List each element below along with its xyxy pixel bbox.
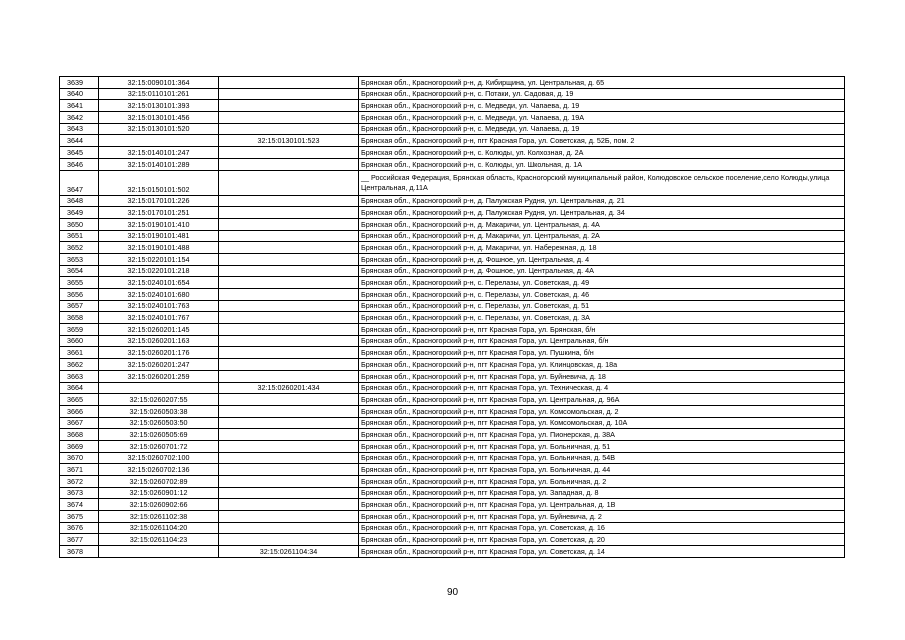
row-number-cell: 3643 (60, 123, 99, 135)
cadastral-number-cell: 32:15:0260201:163 (99, 335, 219, 347)
address-cell: Брянская обл., Красногорский р-н, пгт Красная Гора, ул. Центральная, д. 1В (359, 499, 845, 511)
table-row (60, 300, 845, 312)
address-cell: Брянская обл., Красногорский р-н, с. Колюды, ул. Колхозная, д. 2А (359, 147, 845, 159)
cadastral-number-cell: 32:15:0260702:89 (99, 476, 219, 488)
cadastral-number-extra-cell (219, 405, 359, 417)
address-cell: Брянская обл., Красногорский р-н, пгт Красная Гора, ул. Комсомольская, д. 10А (359, 417, 845, 429)
table-row (60, 359, 845, 371)
row-number-cell: 3673 (60, 487, 99, 499)
row-number-cell: 3672 (60, 476, 99, 488)
address-cell: Брянская обл., Красногорский р-н, с. Потаки, ул. Садовая, д. 19 (359, 88, 845, 100)
cadastral-number-extra-cell (219, 207, 359, 219)
cadastral-number-cell: 32:15:0260207:55 (99, 394, 219, 406)
row-number-cell: 3669 (60, 440, 99, 452)
row-number-cell: 3652 (60, 242, 99, 254)
cadastral-number-cell: 32:15:0260702:136 (99, 464, 219, 476)
row-number-cell: 3640 (60, 88, 99, 100)
table-row (60, 546, 845, 558)
table-row (60, 100, 845, 112)
cadastral-number-extra-cell (219, 476, 359, 488)
table-row (60, 511, 845, 523)
row-number-cell: 3677 (60, 534, 99, 546)
row-number-cell: 3671 (60, 464, 99, 476)
cadastral-number-cell: 32:15:0220101:154 (99, 253, 219, 265)
cadastral-number-cell: 32:15:0260201:145 (99, 324, 219, 336)
row-number-cell: 3668 (60, 429, 99, 441)
cadastral-number-extra-cell (219, 289, 359, 301)
address-cell: Брянская обл., Красногорский р-н, д. Фошное, ул. Центральная, д. 4А (359, 265, 845, 277)
cadastral-number-cell: 32:15:0261104:20 (99, 522, 219, 534)
table-row (60, 324, 845, 336)
table-row (60, 499, 845, 511)
row-number-cell: 3654 (60, 265, 99, 277)
cadastral-number-extra-cell (219, 312, 359, 324)
row-number-cell: 3658 (60, 312, 99, 324)
table-row (60, 265, 845, 277)
table-row (60, 170, 845, 195)
address-cell: Брянская обл., Красногорский р-н, с. Перелазы, ул. Советская, д. 46 (359, 289, 845, 301)
cadastral-number-extra-cell (219, 112, 359, 124)
table-row (60, 277, 845, 289)
address-cell: Брянская обл., Красногорский р-н, д. Макаричи, ул. Набережная, д. 18 (359, 242, 845, 254)
cadastral-number-extra-cell (219, 324, 359, 336)
cadastral-number-extra-cell (219, 123, 359, 135)
address-cell: Брянская обл., Красногорский р-н, д. Макаричи, ул. Центральная, д. 4А (359, 218, 845, 230)
cadastral-number-extra-cell (219, 218, 359, 230)
row-number-cell: 3662 (60, 359, 99, 371)
cadastral-number-cell: 32:15:0130101:456 (99, 112, 219, 124)
address-cell: __ Российская Федерация, Брянская область, Красногорский муниципальный район, Колюдовское сельское поселение,село Колюды,улица Центральная, д.11А (359, 170, 845, 195)
address-cell: Брянская обл., Красногорский р-н, с. Колюды, ул. Школьная, д. 1А (359, 158, 845, 170)
row-number-cell: 3656 (60, 289, 99, 301)
address-cell: Брянская обл., Красногорский р-н, пгт Красная Гора, ул. Комсомольская, д. 2 (359, 405, 845, 417)
address-cell: Брянская обл., Красногорский р-н, пгт Красная Гора, ул. Советская, д. 14 (359, 546, 845, 558)
row-number-cell: 3653 (60, 253, 99, 265)
row-number-cell: 3661 (60, 347, 99, 359)
row-number-cell: 3678 (60, 546, 99, 558)
cadastral-number-extra-cell (219, 511, 359, 523)
cadastral-number-cell: 32:15:0140101:289 (99, 158, 219, 170)
cadastral-number-extra-cell (219, 440, 359, 452)
table-row (60, 312, 845, 324)
cadastral-number-cell: 32:15:0261104:23 (99, 534, 219, 546)
table-row (60, 382, 845, 394)
address-cell: Брянская обл., Красногорский р-н, пгт Красная Гора, ул. Больничная, д. 54В (359, 452, 845, 464)
address-cell: Брянская обл., Красногорский р-н, пгт Красная Гора, ул. Техническая, д. 4 (359, 382, 845, 394)
address-cell: Брянская обл., Красногорский р-н, с. Медведи, ул. Чапаева, д. 19 (359, 123, 845, 135)
address-cell: Брянская обл., Красногорский р-н, пгт Красная Гора, ул. Западная, д. 8 (359, 487, 845, 499)
cadastral-number-extra-cell (219, 300, 359, 312)
table-row (60, 88, 845, 100)
address-cell: Брянская обл., Красногорский р-н, пгт Красная Гора, ул. Советская, д. 52Б, пом. 2 (359, 135, 845, 147)
row-number-cell: 3649 (60, 207, 99, 219)
row-number-cell: 3659 (60, 324, 99, 336)
cadastral-number-extra-cell (219, 429, 359, 441)
cadastral-number-extra-cell (219, 253, 359, 265)
cadastral-number-cell: 32:15:0260503:38 (99, 405, 219, 417)
cadastral-number-cell: 32:15:0190101:410 (99, 218, 219, 230)
row-number-cell: 3675 (60, 511, 99, 523)
row-number-cell: 3667 (60, 417, 99, 429)
cadastral-number-extra-cell (219, 522, 359, 534)
table-row (60, 347, 845, 359)
table-row (60, 289, 845, 301)
cadastral-number-cell: 32:15:0260901:12 (99, 487, 219, 499)
address-cell: Брянская обл., Красногорский р-н, д. Кибирщина, ул. Центральная, д. 65 (359, 77, 845, 89)
row-number-cell: 3651 (60, 230, 99, 242)
row-number-cell: 3664 (60, 382, 99, 394)
register-table-body (60, 77, 845, 558)
table-row (60, 440, 845, 452)
table-row (60, 394, 845, 406)
table-row (60, 429, 845, 441)
row-number-cell: 3642 (60, 112, 99, 124)
row-number-cell: 3648 (60, 195, 99, 207)
address-cell: Брянская обл., Красногорский р-н, пгт Красная Гора, ул. Советская, д. 20 (359, 534, 845, 546)
cadastral-number-extra-cell: 32:15:0260201:434 (219, 382, 359, 394)
row-number-cell: 3655 (60, 277, 99, 289)
address-cell: Брянская обл., Красногорский р-н, пгт Красная Гора, ул. Буйневича, д. 18 (359, 370, 845, 382)
table-row (60, 112, 845, 124)
table-row (60, 230, 845, 242)
table-row (60, 464, 845, 476)
cadastral-number-extra-cell (219, 158, 359, 170)
row-number-cell: 3644 (60, 135, 99, 147)
cadastral-number-extra-cell (219, 170, 359, 195)
cadastral-number-extra-cell: 32:15:0130101:523 (219, 135, 359, 147)
address-cell: Брянская обл., Красногорский р-н, д. Фошное, ул. Центральная, д. 4 (359, 253, 845, 265)
cadastral-number-cell: 32:15:0130101:520 (99, 123, 219, 135)
cadastral-number-cell: 32:15:0260201:176 (99, 347, 219, 359)
table-row (60, 253, 845, 265)
cadastral-number-extra-cell (219, 277, 359, 289)
cadastral-number-cell: 32:15:0260201:259 (99, 370, 219, 382)
cadastral-number-cell: 32:15:0090101:364 (99, 77, 219, 89)
property-register-table (59, 76, 845, 558)
address-cell: Брянская обл., Красногорский р-н, пгт Красная Гора, ул. Больничная, д. 51 (359, 440, 845, 452)
table-row (60, 534, 845, 546)
address-cell: Брянская обл., Красногорский р-н, с. Перелазы, ул. Советская, д. 49 (359, 277, 845, 289)
cadastral-number-extra-cell (219, 335, 359, 347)
cadastral-number-cell: 32:15:0140101:247 (99, 147, 219, 159)
cadastral-number-cell: 32:15:0261102:38 (99, 511, 219, 523)
cadastral-number-extra-cell (219, 487, 359, 499)
row-number-cell: 3646 (60, 158, 99, 170)
address-cell: Брянская обл., Красногорский р-н, пгт Красная Гора, ул. Буйневича, д. 2 (359, 511, 845, 523)
cadastral-number-cell: 32:15:0240101:767 (99, 312, 219, 324)
address-cell: Брянская обл., Красногорский р-н, пгт Красная Гора, ул. Брянская, б/н (359, 324, 845, 336)
table-row (60, 207, 845, 219)
table-row (60, 123, 845, 135)
table-row (60, 218, 845, 230)
cadastral-number-extra-cell (219, 77, 359, 89)
address-cell: Брянская обл., Красногорский р-н, д. Палужская Рудня, ул. Центральная, д. 34 (359, 207, 845, 219)
row-number-cell: 3660 (60, 335, 99, 347)
address-cell: Брянская обл., Красногорский р-н, пгт Красная Гора, ул. Центральная, б/н (359, 335, 845, 347)
row-number-cell: 3639 (60, 77, 99, 89)
table-row (60, 335, 845, 347)
address-cell: Брянская обл., Красногорский р-н, с. Медведи, ул. Чапаева, д. 19А (359, 112, 845, 124)
row-number-cell: 3641 (60, 100, 99, 112)
row-number-cell: 3666 (60, 405, 99, 417)
cadastral-number-extra-cell (219, 394, 359, 406)
cadastral-number-extra-cell (219, 195, 359, 207)
table-row (60, 370, 845, 382)
row-number-cell: 3676 (60, 522, 99, 534)
row-number-cell: 3663 (60, 370, 99, 382)
address-cell: Брянская обл., Красногорский р-н, д. Палужская Рудня, ул. Центральная, д. 21 (359, 195, 845, 207)
cadastral-number-cell: 32:15:0260702:100 (99, 452, 219, 464)
row-number-cell: 3645 (60, 147, 99, 159)
address-cell: Брянская обл., Красногорский р-н, д. Макаричи, ул. Центральная, д. 2А (359, 230, 845, 242)
cadastral-number-extra-cell (219, 147, 359, 159)
cadastral-number-cell (99, 135, 219, 147)
cadastral-number-extra-cell: 32:15:0261104:34 (219, 546, 359, 558)
address-cell: Брянская обл., Красногорский р-н, пгт Красная Гора, ул. Пушкина, б/н (359, 347, 845, 359)
cadastral-number-extra-cell (219, 464, 359, 476)
cadastral-number-extra-cell (219, 242, 359, 254)
row-number-cell: 3657 (60, 300, 99, 312)
cadastral-number-cell: 32:15:0130101:393 (99, 100, 219, 112)
row-number-cell: 3674 (60, 499, 99, 511)
address-cell: Брянская обл., Красногорский р-н, пгт Красная Гора, ул. Пионерская, д. 38А (359, 429, 845, 441)
cadastral-number-cell: 32:15:0190101:481 (99, 230, 219, 242)
cadastral-number-cell: 32:15:0260701:72 (99, 440, 219, 452)
cadastral-number-cell: 32:15:0240101:680 (99, 289, 219, 301)
cadastral-number-extra-cell (219, 265, 359, 277)
cadastral-number-cell: 32:15:0260902:66 (99, 499, 219, 511)
cadastral-number-cell: 32:15:0190101:488 (99, 242, 219, 254)
cadastral-number-cell: 32:15:0260505:69 (99, 429, 219, 441)
address-cell: Брянская обл., Красногорский р-н, с. Медведи, ул. Чапаева, д. 19 (359, 100, 845, 112)
table-row (60, 487, 845, 499)
cadastral-number-extra-cell (219, 347, 359, 359)
cadastral-number-extra-cell (219, 230, 359, 242)
address-cell: Брянская обл., Красногорский р-н, пгт Красная Гора, ул. Центральная, д. 96А (359, 394, 845, 406)
cadastral-number-cell: 32:15:0260503:50 (99, 417, 219, 429)
table-row (60, 452, 845, 464)
row-number-cell: 3647 (60, 170, 99, 195)
row-number-cell: 3665 (60, 394, 99, 406)
address-cell: Брянская обл., Красногорский р-н, пгт Красная Гора, ул. Больничная, д. 2 (359, 476, 845, 488)
cadastral-number-extra-cell (219, 370, 359, 382)
cadastral-number-cell: 32:15:0220101:218 (99, 265, 219, 277)
table-row (60, 476, 845, 488)
address-cell: Брянская обл., Красногорский р-н, пгт Красная Гора, ул. Клинцовская, д. 18а (359, 359, 845, 371)
table-row (60, 77, 845, 89)
address-cell: Брянская обл., Красногорский р-н, с. Перелазы, ул. Советская, д. 3А (359, 312, 845, 324)
cadastral-number-cell: 32:15:0150101:502 (99, 170, 219, 195)
table-row (60, 158, 845, 170)
address-cell: Брянская обл., Красногорский р-н, пгт Красная Гора, ул. Больничная, д. 44 (359, 464, 845, 476)
cadastral-number-cell: 32:15:0260201:247 (99, 359, 219, 371)
cadastral-number-cell: 32:15:0170101:226 (99, 195, 219, 207)
address-cell: Брянская обл., Красногорский р-н, с. Перелазы, ул. Советская, д. 51 (359, 300, 845, 312)
table-row (60, 135, 845, 147)
cadastral-number-cell: 32:15:0240101:763 (99, 300, 219, 312)
cadastral-number-cell: 32:15:0110101:261 (99, 88, 219, 100)
table-row (60, 405, 845, 417)
address-cell: Брянская обл., Красногорский р-н, пгт Красная Гора, ул. Советская, д. 16 (359, 522, 845, 534)
table-row (60, 417, 845, 429)
table-row (60, 242, 845, 254)
cadastral-number-extra-cell (219, 359, 359, 371)
table-row (60, 147, 845, 159)
cadastral-number-extra-cell (219, 534, 359, 546)
row-number-cell: 3670 (60, 452, 99, 464)
page-number: 90 (446, 587, 459, 598)
cadastral-number-extra-cell (219, 88, 359, 100)
cadastral-number-cell: 32:15:0240101:654 (99, 277, 219, 289)
cadastral-number-extra-cell (219, 100, 359, 112)
cadastral-number-extra-cell (219, 499, 359, 511)
table-row (60, 522, 845, 534)
cadastral-number-extra-cell (219, 452, 359, 464)
cadastral-number-extra-cell (219, 417, 359, 429)
cadastral-number-cell: 32:15:0170101:251 (99, 207, 219, 219)
cadastral-number-cell (99, 382, 219, 394)
row-number-cell: 3650 (60, 218, 99, 230)
cadastral-number-cell (99, 546, 219, 558)
table-row (60, 195, 845, 207)
